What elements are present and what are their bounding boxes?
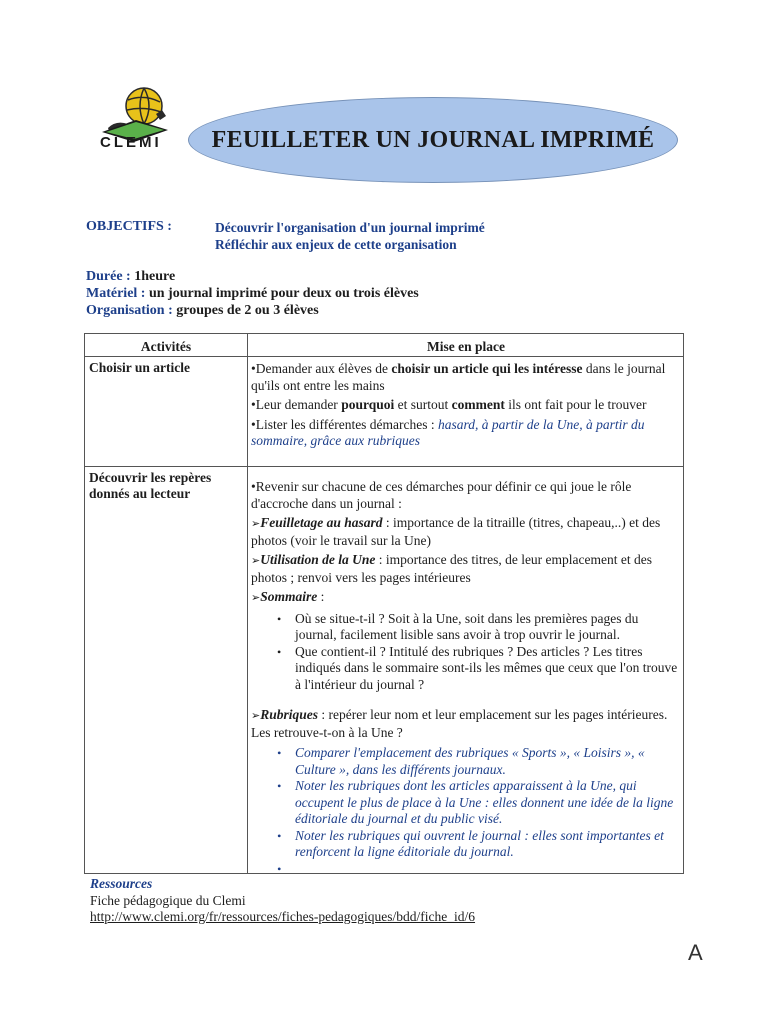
resources-link[interactable]: http://www.clemi.org/fr/ressources/fiches-pedagogiques/bdd/fiche_id/6 xyxy=(90,909,476,924)
row-content-choose-article: •Demander aux élèves de choisir un article qui les intéresse dans le journal qu'ils ont entre les mains •Leur demander pourquoi et surtout comment ils ont fait pour le trouver •Lister les différentes démarches : hasard, à partir de la Une, à partir du sommaire, grâce aux rubriques xyxy=(251,361,666,448)
row-content-reader-cues: •Revenir sur chacune de ces démarches pour définir ce qui joue le rôle d'accroche dans un journal : ➢Feuilletage au hasard : importance de la titraille (titres, chapeau,..) et des photos (voir le travail sur la Une) ➢Utilisation de la Une : importance des titres, de leur emplacement et des photos ; renvoi vers les pages intérieures ➢Sommaire : • Où se situe-t-il ? Soit à la Une, soit dans les premières pages du journal, facilement lisible sans avoir à trop ouvrir le journal. • Que contient-il ? Intitulé des rubriques ? Des articles ? Les titres indiqués dans le sommaire sont-ils les mêmes que ceux que l'on trouve à l'intérieur du journal ? ➢Rubriques : repérer leur nom et leur emplacement sur les pages intérieures. Les retrouve-t-on à la Une ? • Comparer l'emplacement des rubriques « Sports », « Loisirs », « Culture », dans les différents journaux. • Noter les rubriques dont les articles apparaissent à la Une, qui occupent le plus de place à la Une : elles donnent une idée de la ligne éditoriale du journal et du public visé. • Noter les rubriques qui ouvrent le journal : elles sont importantes et renforcent la ligne éditoriale du journal. • xyxy=(251,479,679,887)
material-line: Matériel : un journal imprimé pour deux ou trois élèves xyxy=(86,286,419,301)
objectives-list xyxy=(215,219,485,253)
resources-section xyxy=(90,876,475,926)
activities-table xyxy=(84,333,684,874)
page-mark: A xyxy=(688,940,703,965)
objectives-label: OBJECTIFS : xyxy=(86,219,172,234)
list-item: • Noter les rubriques qui ouvrent le journal : elles sont importantes et renforcent la ligne éditoriale du journal. xyxy=(295,828,679,861)
resources-text: Fiche pédagogique du Clemi xyxy=(90,892,246,908)
logo-text: CLEMI xyxy=(100,134,162,151)
objective-item: Réfléchir aux enjeux de cette organisation xyxy=(215,237,457,252)
list-item: • Noter les rubriques dont les articles apparaissent à la Une, qui occupent le plus de place à la Une : elles donnent une idée de la ligne éditoriale du journal et du public visé. xyxy=(295,778,679,828)
row-label-choose-article: Choisir un article xyxy=(89,360,190,375)
rubriques-list xyxy=(251,745,679,877)
list-item: • Où se situe-t-il ? Soit à la Une, soit dans les premières pages du journal, facilement lisible sans avoir à trop ouvrir le journal. xyxy=(295,611,679,644)
arrow-bullet-icon: ➢ xyxy=(251,592,261,604)
arrow-bullet-icon: ➢ xyxy=(251,518,261,530)
resources-title: Ressources xyxy=(90,876,153,891)
duration-line: Durée : 1heure xyxy=(86,269,176,284)
sommaire-list xyxy=(251,611,679,694)
page-title: FEUILLETER UN JOURNAL IMPRIMÉ xyxy=(211,126,655,153)
header-activities: Activités xyxy=(140,339,192,354)
arrow-bullet-icon: ➢ xyxy=(251,710,261,722)
list-item xyxy=(295,861,679,877)
session-info xyxy=(86,268,419,319)
header-setup: Mise en place xyxy=(427,339,505,354)
row-label-reader-cues: Découvrir les repères donnés au lecteur xyxy=(89,470,212,501)
objective-item: Découvrir l'organisation d'un journal imprimé xyxy=(215,220,485,235)
organisation-line: Organisation : groupes de 2 ou 3 élèves xyxy=(86,303,319,318)
arrow-bullet-icon: ➢ xyxy=(251,555,261,567)
list-item: • Que contient-il ? Intitulé des rubriques ? Des articles ? Les titres indiqués dans le sommaire sont-ils les mêmes que ceux que l'on trouve à l'intérieur du journal ? xyxy=(295,644,679,694)
list-item: • Comparer l'emplacement des rubriques « Sports », « Loisirs », « Culture », dans les différents journaux. xyxy=(295,745,679,778)
